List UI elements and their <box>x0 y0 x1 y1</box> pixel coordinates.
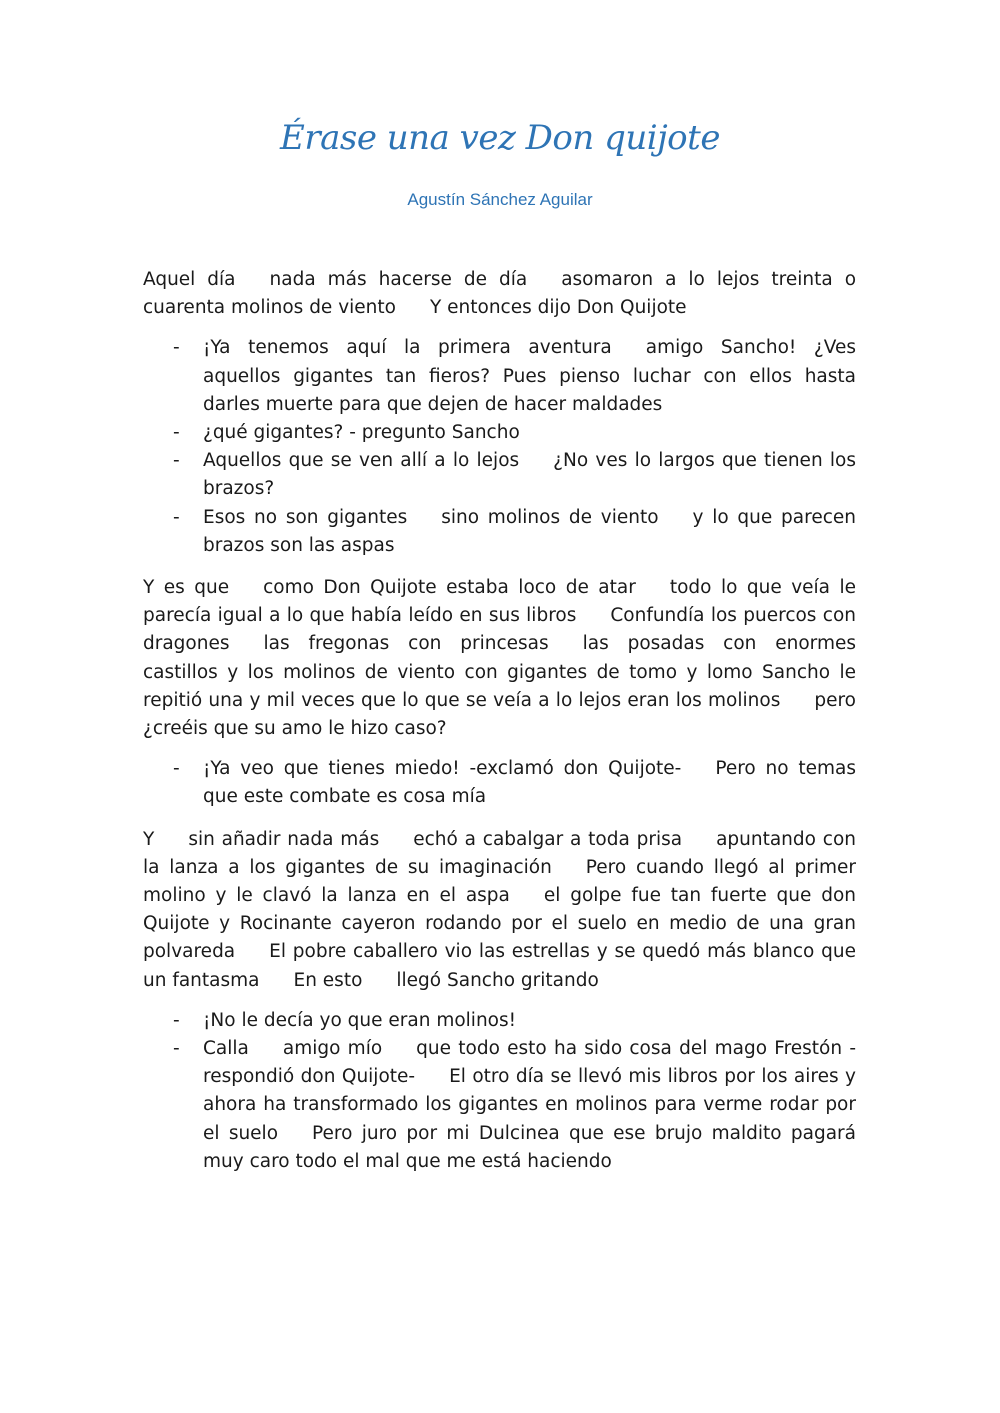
text-segment: nada más hacerse de día <box>269 269 528 290</box>
text-segment: las posadas con enormes castillos y los molinos de viento con gigantes de tomo y lomo Sancho le repitió una y mil veces que lo que se veía a lo lejos eran los molinos <box>143 633 856 711</box>
text-segment: sin añadir nada más <box>188 828 380 850</box>
paragraph <box>143 574 856 743</box>
dialogue-line <box>143 755 856 811</box>
dialogue-list <box>143 755 856 811</box>
text-segment: asomaron a lo lejos treinta o cuarenta molinos de viento <box>143 269 857 319</box>
text-segment: las fregonas con princesas <box>263 633 549 655</box>
author-name: Agustín Sánchez Aguilar <box>407 190 593 209</box>
dialogue-line <box>143 419 856 447</box>
text-segment: Y es que <box>143 577 230 599</box>
text-segment: Aquellos que se ven allí a lo lejos <box>203 450 520 472</box>
paragraph <box>143 826 856 995</box>
text-segment: ¡Ya tenemos aquí la primera aventura <box>203 337 612 359</box>
text-segment: que todo esto ha sido cosa del mago Frestón -respondió don Quijote- <box>203 1038 857 1088</box>
text-segment: llegó Sancho gritando <box>396 969 599 991</box>
dash-marker: - <box>173 1038 180 1060</box>
worksheet-title: Érase una vez Don quijote <box>280 118 720 158</box>
text-segment: Pero no temas que este combate es cosa mía <box>203 758 856 808</box>
text-segment: ¡Ya veo que tienes miedo! -exclamó don Quijote- <box>203 758 682 780</box>
text-segment: Y entonces dijo Don Quijote <box>429 297 687 319</box>
dialogue-line <box>143 504 856 560</box>
text-segment: amigo Sancho! ¿Ves aquellos gigantes tan fieros? Pues pienso luchar con ellos hasta darles muerte para que dejen de hacer maldades <box>203 337 856 415</box>
dialogue-list <box>143 1007 856 1176</box>
text-segment: echó a cabalgar a toda prisa <box>413 828 683 850</box>
text-segment: apuntando con la lanza a los gigantes de su imaginación <box>143 828 856 878</box>
dialogue-line <box>143 1007 856 1035</box>
paragraph <box>143 266 856 322</box>
text-segment: El otro día se llevó mis libros por los aires y ahora ha transformado los gigantes en molinos para verme rodar por el suelo <box>203 1066 856 1144</box>
dash-marker: - <box>173 450 180 472</box>
text-segment: Pero juro por mi Dulcinea que ese brujo maldito pagará muy caro todo el mal que me está haciendo <box>203 1122 856 1172</box>
text-segment: Confundía los puercos con dragones <box>143 605 856 655</box>
text-segment: Pero cuando llegó al primer molino y le clavó la lanza en el aspa <box>143 856 856 907</box>
text-segment: Y <box>143 828 155 850</box>
dialogue-line <box>143 334 856 419</box>
text-segment: como Don Quijote estaba loco de atar <box>263 577 636 599</box>
text-segment: el golpe fue tan fuerte que don Quijote y Rocinante cayeron rodando por el suelo en medio de una gran polvareda <box>143 885 856 963</box>
text-segment: todo lo que veía le parecía igual a lo que había leído en sus libros <box>143 577 856 627</box>
text-segment: sino molinos de viento <box>441 506 659 528</box>
dialogue-list <box>143 334 856 560</box>
text-segment: ¿qué gigantes? - pregunto Sancho <box>203 422 520 444</box>
text-segment: pero ¿creéis que su amo le hizo caso? <box>143 689 856 740</box>
text-segment: Esos no son gigantes <box>203 506 408 528</box>
dialogue-line <box>143 447 856 503</box>
dash-marker: - <box>173 337 180 359</box>
text-segment: amigo mío <box>282 1038 383 1060</box>
text-segment: En esto <box>293 969 363 991</box>
text-segment: Aquel día <box>143 269 236 290</box>
dash-marker: - <box>173 758 180 780</box>
text-segment: El pobre caballero vio las estrellas y se quedó más blanco que un fantasma <box>143 941 856 991</box>
text-segment: y lo que parecen brazos son las aspas <box>203 506 856 556</box>
text-segment: ¿No ves lo largos que tienen los brazos? <box>203 450 856 500</box>
text-segment: ¡No le decía yo que eran molinos! <box>203 1009 517 1031</box>
text-segment: Calla <box>203 1038 249 1060</box>
dash-marker: - <box>173 422 180 444</box>
dialogue-line <box>143 1035 856 1176</box>
dash-marker: - <box>173 506 180 528</box>
dash-marker: - <box>173 1009 180 1031</box>
story-text <box>143 266 856 1190</box>
